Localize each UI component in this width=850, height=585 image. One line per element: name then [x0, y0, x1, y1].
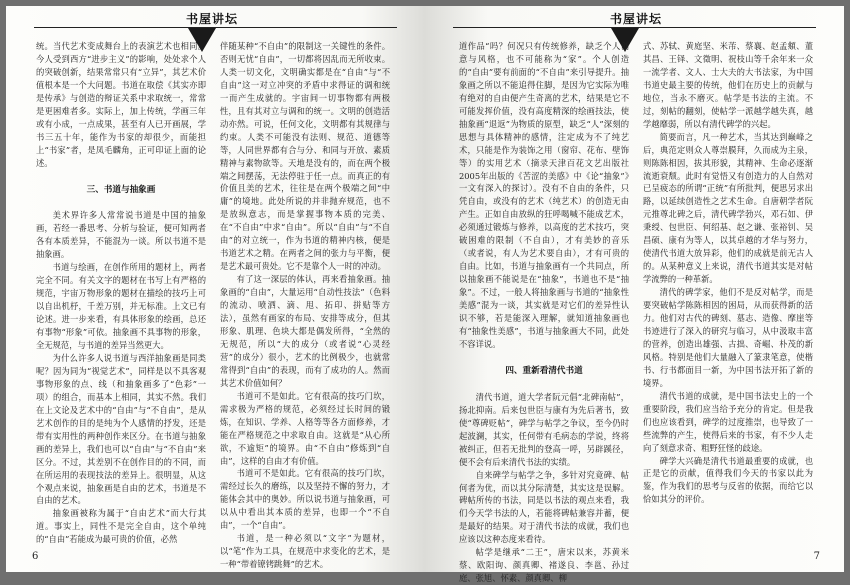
left-page-column-1 — [36, 40, 206, 546]
paragraph: 式、苏轼、黄庭坚、米芾、蔡襄、赵孟頫、董其昌、王铎、文徵明、祝枝山等千余年来一众一流学者、文人、士大夫的大书法家，为中国书道史最主要的传统，他们在历史上的贡献与地位，当永不磨灭。帖学是书法的主流。不过，刻帖的翻刻，使帖学一派越学越失真，越学越靡弱，所以有清代碑学的兴起。 — [643, 41, 813, 129]
paragraph: 清代的碑学家，他们不是反对帖学，而是要突破帖学陈陈相因的困局，从而获得新的活力。他们对古代的碑刻、墓志、造像、摩崖等书迹进行了深入的研究与临习，从中汲取丰富的营养，创造出雄强、古拙、奇崛、朴茂的新风格。特别是他们大量融入了篆隶笔意，使楷书、行书都面目一新，为中国书法开拓了新的境界。 — [643, 287, 813, 388]
paragraph: 简要而言，凡一种艺术，当其达到巅峰之后，典范定则众人尊崇膜拜，久而成为主泉，则陈陈相因，拔其形貌，其精神、生命必逐渐流逝衰颓。此时有觉悟又有创造力的人自然对已呈疲态的所谓“正统”有所批判，便思另求出路，以延续创造性之艺术生命。自唐朝学者阮元推尊北碑之后，清代碑学勃兴，邓石如、伊秉绶、包世臣、何绍基、赵之谦、张裕钊、吴昌硕、康有为等人，以其卓越的才华与努力，使清代书道大放异彩，他们的成就是前无古人的。从某种意义上来说，清代书道其实是对帖学流弊的一种革新。 — [643, 131, 813, 285]
paragraph: 自来碑学与帖学之争，多针对究竟碑、帖何者为优，而以其分际清楚，其实这是误解。碑帖所传的书法，同是以书法的观点来看，我们今天学书法的人，若能将碑帖兼容并蓄，便是最好的结果。对于清代书法的成就，我们也应该以这种态度来看待。 — [459, 469, 629, 545]
right-page-column-2 — [643, 40, 813, 506]
paragraph: 碑学大兴确是清代书道最重要的成就，也正是它的贡献，值得我们今天的书家以此为鉴，作为我们的思考与反省的依据，而给它以恰如其分的评价。 — [643, 455, 813, 505]
paragraph: 有了这一深层的体认，再来看抽象画。抽象画的“自由”，大量运用“自动性技法”（色料的流动、喷洒、滴、甩、拓印、拼贴等方法），虽然有画家的布局、安排等成分，但其形象、肌理、色块大都是偶发所得，“全然的无规范，所以“大的成分（或者说“心灵经营”的成分）很小，艺术的比例极少，也就常常得到“自由”的表现，而有了成功的人。然而其艺术价值如何？ — [220, 274, 390, 388]
section-heading: 三、书道与抽象画 — [86, 184, 156, 195]
paragraph: 为什么许多人说书道与西洋抽象画是同类呢？因为同为“视觉艺术”，同样是以不具客观事物形象的点、线（和抽象画多了“色彩”一项）的组合，而基本上相同，其实不然。我们在上文论及艺术中的“自由”与“不自由”，是从艺术创作的目的是纯为个人感情的抒发，还是带有实用性的两种创作来区分。在书道与抽象画的差异上，我们也可以“自由”与“不自由”来区分。不过，其差别不在创作目的的不同，而在所运用的表现技法的差异上。很明显，从这个观点来说，抽象画是自由的艺术，书道是不自由的艺术。 — [36, 352, 206, 506]
paragraph: 书道可不是如此。它有很高的技巧门坎，需求极为严格的规范，必须经过长时间的锻炼，在知识、学养、人格等等各方面修养，才能在严格规范之中求取自由。这就是“从心所欲，不逾矩”的境界。由“不自由”修炼到“自由”，这样的自由才有价值。 — [220, 390, 390, 466]
running-header-left: 书屋讲坛 — [186, 12, 239, 26]
right-page — [425, 6, 844, 584]
paragraph: 伴随某种“不自由”的限制这一关键性的条件。否则无忧“自由”，一切都将因乱而无所收束。人类一切文化，文明确实都是在“自由”与“不自由”这一对立冲突的矛盾中求得证的调和统一而产生成就的。宇宙间一切事物都有两极性，且有其对立与调和的统一。文明的创造活动亦然。可说，任何文化，文明都有其规律与约束。人类不可能没有法则、规范、道德等等，人同世界都有合与分、和同与开放、素质精神与素物欲等。天地是没有的，而在两个极端之间摆荡，无法停驻于任一点。而真正的有价值且美的艺术，往往是在两个极端之间“中庸”的境地。此处所说的并非抛弃规范，也不是放纵意志，而是掌握事物本质的完美、在“不自由”中求“自由”。所以“自由”与“不自由”的对立统一，作为书道的精神内核，便是书道艺术之精。在两者之间的张力与平衡，便是艺术最可贵处。它不是靠个人一时的冲动。 — [220, 41, 390, 272]
paragraph: 清代书道的成就，是中国书法史上的一个重要阶段，我们应当给予充分的肯定。但是我们也应该看到，碑学的过度推崇，也导致了一些流弊的产生，使得后来的书家，有不少人走向了刻意求奇、粗野狂怪的歧途。 — [643, 390, 813, 453]
paragraph: 帖学是继承“二王”，唐宋以来，苏黄米蔡、欧阳询、颜真卿、褚遂良、李邕、孙过庭、张旭、怀素、颜真卿、柳 — [459, 547, 629, 584]
page-number-right: 7 — [813, 551, 820, 562]
paragraph: 书道，是一种必须以“文字”为题材，以“笔”作为工具，在规范中求变化的艺术，是一种“带着镣铐跳舞”的艺术。 — [220, 533, 390, 570]
paragraph: 书道与绘画，在创作所用的题材上，两者完全不同。有关文字的题材在书写上有严格的规范，宇宙万物形象的题材在描绘的技巧上可以自出机杼，千差万别，并无标准。上文已有论述。进一步来看，有具体形象的绘画，总还有事物“形象”可依。抽象画不具事物的形象，全无规范，与书道的差异当然更大。 — [36, 262, 206, 351]
right-page-column-1 — [459, 40, 629, 585]
page-number-left: 6 — [32, 551, 39, 562]
paragraph: 书道可不是如此。它有很高的技巧门坎，需经过长久的磨练，以及坚持不懈的努力，才能体会其中的奥妙。所以说书道与抽象画，可以从中看出其本质的差异，也即一个“不自由”，一个“自由”。 — [220, 468, 390, 531]
running-header-right: 书屋讲坛 — [610, 12, 663, 26]
left-page — [6, 6, 425, 572]
paragraph: 抽象画被称为属于“自由艺术”而大行其道。事实上，同性不是完全自由，这个单纯的“自由”若能成为最可贵的价值，必然 — [36, 508, 206, 545]
paragraph: 统。当代艺术变成舞台上的表演艺术也相同。今人受到西方“进步主义”的影响，处处求个人的突破创新，结果常常只有“立异”，其艺术价值根本是一个大问题。书道在取偿《其实亦即是传承》与创造的辩证关系中求取统一，常常是更困难者多。实际上，加上传统，学画三年或有小成，一点成果，甚至有人已开画展，学书三五十年，能作为书家的却很少，而能担上“书家”者，是凤毛麟角，正可印证上面的论述。 — [36, 41, 206, 168]
paragraph: 美术界许多人常常说书道是中国的抽象画，若经一番思考、分析与验证，便可知两者各有本质差异，不能混为一谈。所以书道不是抽象画。 — [36, 210, 206, 260]
left-page-column-2 — [220, 40, 390, 571]
book-spread — [6, 6, 844, 584]
section-heading: 四、重新看清代书道 — [505, 365, 583, 376]
paragraph: 道作品“吗？何况只有传统修养，缺乏个人创意与风格，也不可能称为“家”。个人创造的“自由”要有前面的“不自由”来引导提升。抽象画之所以不能追得住脚，是因为它实际为唯有绝对的自由便产生奇离的艺术，结果是它不可能发挥价值，没有高度精深的绘画技法，使抽象画“退返”为物质的原型，缺乏“人”深刻的思想与具体精神的感情，注定成为不了纯艺术，只能是作为装饰之用（窗帘、花布、壁饰等）的实用艺术（摘录天津百花文艺出版社2005年出版的《苦涩的美感》中《论“抽象”》一文有深入的探讨）。没有不自由的条件，只凭自由，或没有的艺术（纯艺术）的创造无由产生。正如自由放纵的狂呼喝喊不能成艺术，必须通过锻炼与修养，以高度的艺术技巧，突破困难的限制（不自由），才有美妙的音乐（或者说，有人为艺术要自由），才有可贵的自由。比如，书道与抽象画有一个共同点，所以抽象画不能说是在“抽象”，书道也不是“抽象”。不过，一般人将抽象画与书道的“抽象性美感”混为一谈，其实就是对它们的差异性认识不够，若是能深入理解，就知道抽象画也有“抽象性美感”，书道与抽象画大不同，此处不容详说。 — [459, 41, 629, 349]
paragraph: 清代书道，道大学者阮元倡“北碑南帖”，扬北抑南。后来包世臣与康有为先后著书，致使“尊碑贬帖”，碑学与帖学之争议，至今仍时起波澜，其实，任何带有毛病态的学说，终将被纠正，但若无批判的登高一呼，另辟蹊径，便不会有后来清代书法的实绩。 — [459, 391, 629, 467]
